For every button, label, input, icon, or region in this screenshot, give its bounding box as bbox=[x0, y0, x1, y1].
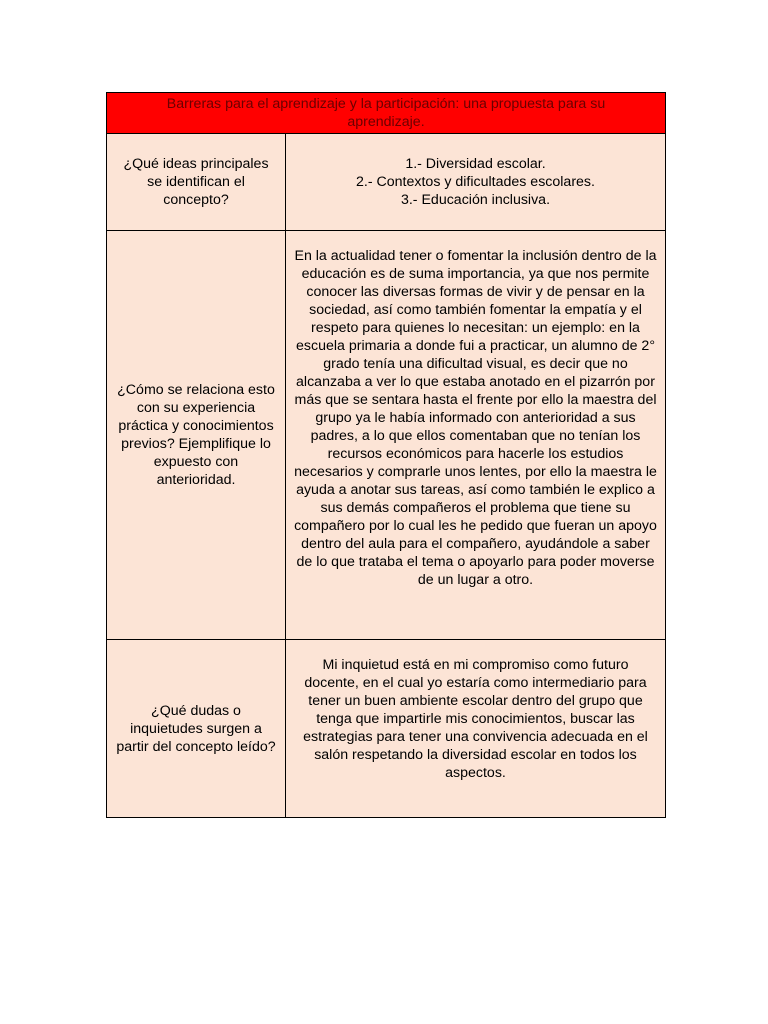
table-title: Barreras para el aprendizaje y la participación: una propuesta para su aprendizaje. bbox=[107, 93, 666, 134]
answer-line: 2.- Contextos y dificultades escolares. bbox=[356, 174, 595, 190]
answer-cell: En la actualidad tener o fomentar la inclusión dentro de la educación es de suma importancia, ya que nos permite conocer las diversas formas de vivir y de pensar en la sociedad, así como también fomentar la empatía y el respeto para quienes lo necesitan: un ejemplo: en la escuela primaria a donde fui a practicar, un alumno de 2° grado tenía una dificultad visual, es decir que no alcanzaba a ver lo que estaba anotado en el pizarrón por más que se sentara hasta el frente por ello la maestra del grupo ya le había informado con anterioridad a sus padres, a lo que ellos comentaban que no tenían los recursos económicos para hacerle los estudios necesarios y comprarle unos lentes, por ello la maestra le ayuda a anotar sus tareas, así como también le explico a sus demás compañeros el problema que tiene su compañero por lo cual les he pedido que fueran un apoyo dentro del aula para el compañero, ayudándole a saber de lo que trataba el tema o apoyarlo para poder moverse de un lugar a otro. bbox=[286, 231, 666, 640]
answer-cell bbox=[286, 134, 666, 231]
reflection-table bbox=[106, 92, 666, 818]
question-cell: ¿Qué ideas principales se identifican el concepto? bbox=[107, 134, 286, 231]
table-row bbox=[107, 134, 666, 231]
question-cell: ¿Qué dudas o inquietudes surgen a partir del concepto leído? bbox=[107, 640, 286, 818]
table-header-row bbox=[107, 93, 666, 134]
table-row bbox=[107, 640, 666, 818]
answer-line: 1.- Diversidad escolar. bbox=[405, 156, 546, 172]
answer-cell: Mi inquietud está en mi compromiso como futuro docente, en el cual yo estaría como intermediario para tener un buen ambiente escolar dentro del grupo que tenga que impartirle mis conocimientos, buscar las estrategias para tener una convivencia adecuada en el salón respetando la diversidad escolar en todos los aspectos. bbox=[286, 640, 666, 818]
table-row bbox=[107, 231, 666, 640]
answer-line: 3.- Educación inclusiva. bbox=[400, 192, 551, 208]
question-cell: ¿Cómo se relaciona esto con su experiencia práctica y conocimientos previos? Ejemplifique lo expuesto con anterioridad. bbox=[107, 231, 286, 640]
